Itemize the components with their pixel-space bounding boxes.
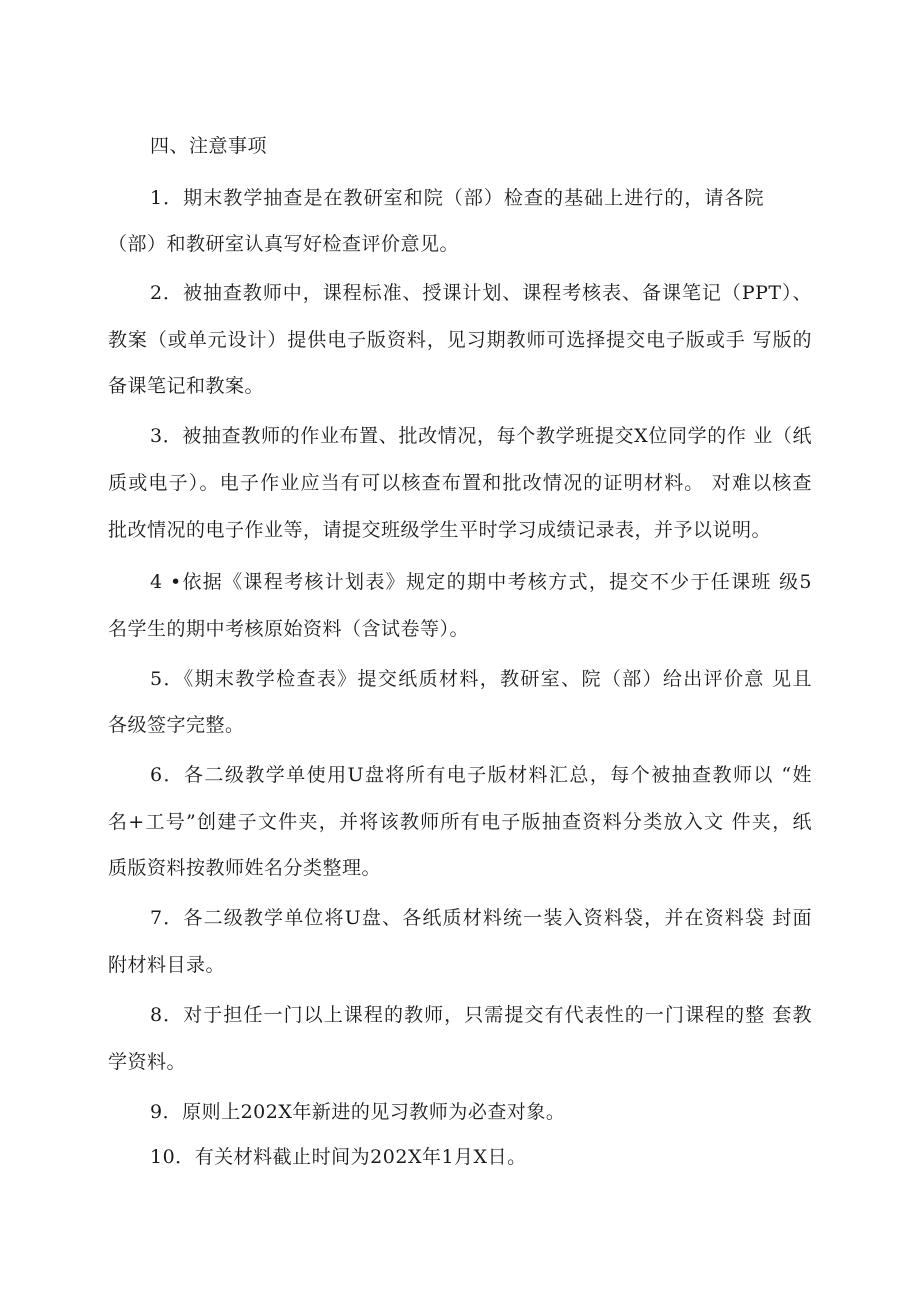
item-2-line-1: 2．被抽查教师中，课程标准、授课计划、课程考核表、备课笔记（PPT）、 (150, 282, 812, 304)
item-5-line-1: 5．《期末教学检查表》提交纸质材料，教研室、院（部）给出评价意 见且 (150, 668, 812, 690)
item-3-line-1: 3．被抽查教师的作业布置、批改情况，每个教学班提交X位同学的作 业（纸 (150, 425, 812, 447)
item-6-line-1: 6．各二级教学单使用U盘将所有电子版材料汇总，每个被抽查教师以 “姓 (150, 764, 812, 786)
item-2-line-3: 备课笔记和教案。 (108, 375, 265, 397)
item-7-line-2: 附材料目录。 (108, 954, 226, 976)
item-2-line-2: 教案（或单元设计）提供电子版资料，见习期教师可选择提交电子版或手 写版的 (108, 329, 812, 351)
item-10-line-1: 10．有关材料截止时间为202X年1月X日。 (150, 1146, 527, 1168)
item-3-line-2: 质或电子）。电子作业应当有可以核查布置和批改情况的证明材料。 对难以核查 (108, 472, 812, 494)
item-3-line-3: 批改情况的电子作业等，请提交班级学生平时学习成绩记录表，并予以说明。 (108, 519, 772, 541)
item-8-line-1: 8．对于担任一门以上课程的教师，只需提交有代表性的一门课程的整 套教 (150, 1004, 812, 1026)
item-4-line-1: 4 •依据《课程考核计划表》规定的期中考核方式，提交不少于任课班 级5 (150, 571, 812, 593)
item-6-line-2: 名+工号”创建子文件夹，并将该教师所有电子版抽查资料分类放入文 件夹，纸 (108, 811, 812, 833)
section-heading: 四、注意事项 (150, 135, 268, 157)
item-1-line-1: 1．期末教学抽查是在教研室和院（部）检查的基础上进行的，请各院 (150, 187, 764, 209)
item-9-line-1: 9．原则上202X年新进的见习教师为必查对象。 (150, 1101, 566, 1123)
item-7-line-1: 7．各二级教学单位将U盘、各纸质材料统一装入资料袋，并在资料袋 封面 (150, 907, 812, 929)
item-5-line-2: 各级签字完整。 (108, 714, 245, 736)
item-1-line-2: （部）和教研室认真写好检查评价意见。 (108, 233, 460, 255)
item-8-line-2: 学资料。 (108, 1051, 187, 1073)
item-4-line-2: 名学生的期中考核原始资料（含试卷等）。 (108, 618, 470, 640)
item-6-line-3: 质版资料按教师姓名分类整理。 (108, 857, 382, 879)
